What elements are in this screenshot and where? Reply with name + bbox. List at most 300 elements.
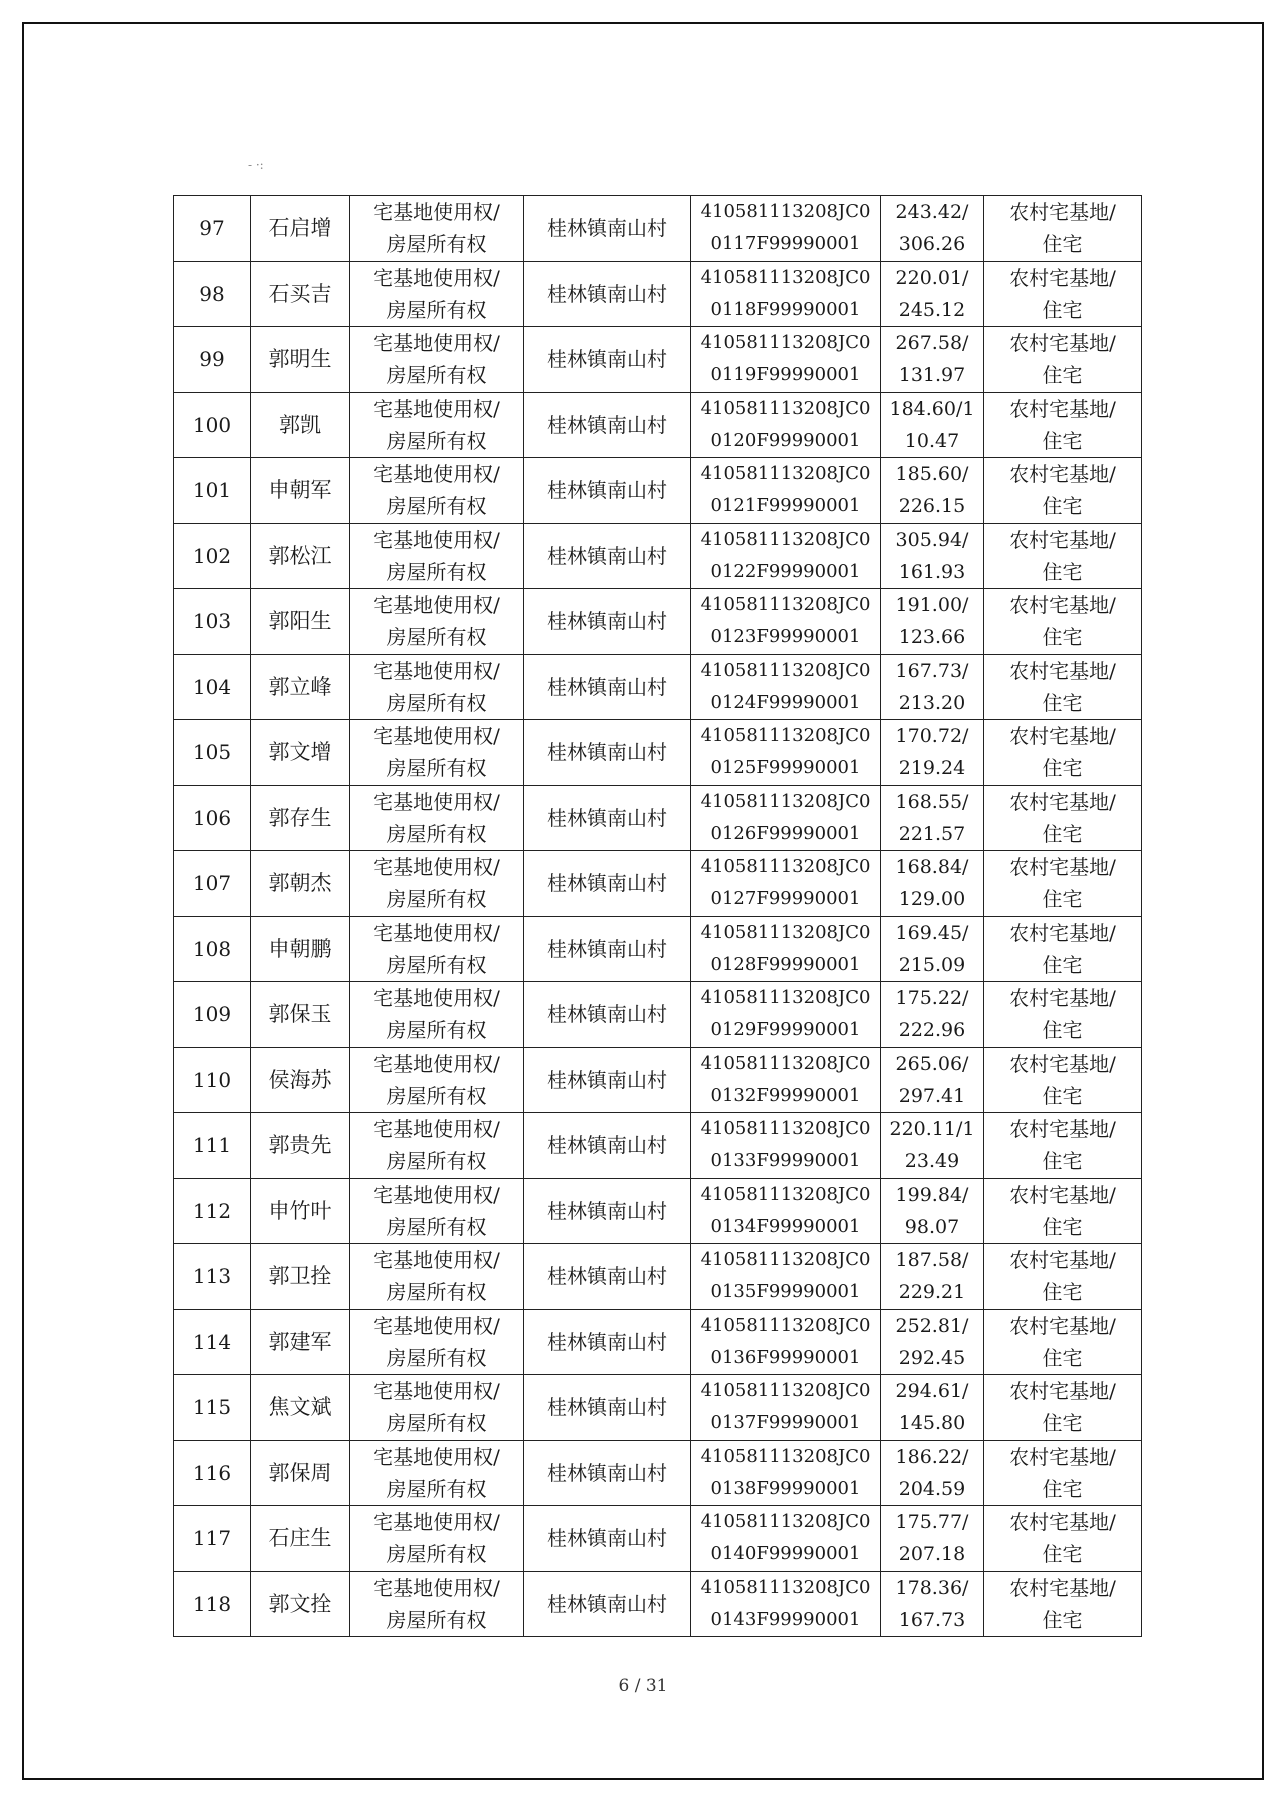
unit-code-line: 0124F99990001 [710,691,861,713]
seq-cell: 103 [174,589,251,655]
area-line: 175.77/ [895,1511,969,1534]
right-type-line: 宅基地使用权/ [373,1313,500,1338]
unit-code-line: 410581113208JC0 [700,790,871,812]
seq-cell: 104 [174,654,251,720]
right-type-line: 宅基地使用权/ [373,1510,500,1535]
right-type-cell [350,1440,524,1506]
seq-cell: 111 [174,1113,251,1179]
use-type-line: 住宅 [1042,1149,1083,1174]
right-type-line: 房屋所有权 [386,1018,487,1043]
area-line: 243.42/ [895,201,969,224]
owner-name-cell: 郭文拴 [251,1571,350,1637]
unit-code-line: 410581113208JC0 [700,1511,871,1533]
right-type-cell [350,851,524,917]
area-line: 213.20 [898,691,966,714]
right-type-cell [350,458,524,524]
area-line: 98.07 [904,1215,960,1238]
use-type-line: 农村宅基地/ [1009,462,1116,487]
owner-name-cell: 郭建军 [251,1309,350,1375]
use-type-line: 农村宅基地/ [1009,1117,1116,1142]
unit-code-cell [691,1309,881,1375]
owner-name-cell: 郭朝杰 [251,851,350,917]
use-type-line: 住宅 [1042,1607,1083,1632]
unit-code-line: 0126F99990001 [710,822,861,844]
area-cell [881,1113,984,1179]
seq-cell: 97 [174,196,251,262]
right-type-cell [350,589,524,655]
location-cell: 桂林镇南山村 [524,851,691,917]
area-line: 185.60/ [895,463,969,486]
area-line: 305.94/ [895,528,969,551]
area-line: 123.66 [898,626,966,649]
unit-code-cell [691,1178,881,1244]
right-type-line: 宅基地使用权/ [373,265,500,290]
use-type-cell [984,523,1142,589]
unit-code-line: 410581113208JC0 [700,856,871,878]
unit-code-line: 0140F99990001 [710,1543,861,1565]
unit-code-cell [691,785,881,851]
area-line: 191.00/ [895,594,969,617]
use-type-line: 农村宅基地/ [1009,855,1116,880]
unit-code-line: 410581113208JC0 [700,659,871,681]
unit-code-cell [691,1375,881,1441]
location-cell: 桂林镇南山村 [524,589,691,655]
seq-cell: 112 [174,1178,251,1244]
use-type-line: 住宅 [1042,494,1083,519]
right-type-line: 宅基地使用权/ [373,1248,500,1273]
use-type-line: 农村宅基地/ [1009,331,1116,356]
area-cell [881,982,984,1048]
unit-code-line: 410581113208JC0 [700,266,871,288]
seq-cell: 105 [174,720,251,786]
location-cell: 桂林镇南山村 [524,785,691,851]
table-row [174,523,1142,589]
area-line: 131.97 [898,364,966,387]
use-type-line: 农村宅基地/ [1009,920,1116,945]
right-type-cell [350,1375,524,1441]
use-type-line: 农村宅基地/ [1009,1051,1116,1076]
unit-code-line: 410581113208JC0 [700,463,871,485]
location-cell: 桂林镇南山村 [524,523,691,589]
use-type-line: 农村宅基地/ [1009,1313,1116,1338]
area-cell [881,196,984,262]
use-type-cell [984,851,1142,917]
area-cell [881,1375,984,1441]
right-type-line: 房屋所有权 [386,1542,487,1567]
use-type-cell [984,654,1142,720]
use-type-cell [984,196,1142,262]
use-type-cell [984,1375,1142,1441]
use-type-cell [984,327,1142,393]
use-type-cell [984,1047,1142,1113]
table-row [174,458,1142,524]
use-type-cell [984,916,1142,982]
right-type-line: 房屋所有权 [386,1607,487,1632]
unit-code-cell [691,589,881,655]
area-line: 294.61/ [895,1380,969,1403]
unit-code-line: 410581113208JC0 [700,1380,871,1402]
right-type-line: 宅基地使用权/ [373,593,500,618]
unit-code-line: 410581113208JC0 [700,397,871,419]
use-type-line: 住宅 [1042,1018,1083,1043]
right-type-line: 房屋所有权 [386,690,487,715]
area-line: 222.96 [898,1019,966,1042]
unit-code-line: 0121F99990001 [710,495,861,517]
location-cell: 桂林镇南山村 [524,1571,691,1637]
right-type-line: 房屋所有权 [386,559,487,584]
location-cell: 桂林镇南山村 [524,1113,691,1179]
unit-code-line: 0135F99990001 [710,1281,861,1303]
area-line: 169.45/ [895,921,969,944]
unit-code-line: 410581113208JC0 [700,725,871,747]
use-type-line: 住宅 [1042,1214,1083,1239]
use-type-line: 农村宅基地/ [1009,1575,1116,1600]
use-type-line: 农村宅基地/ [1009,1379,1116,1404]
table-row [174,327,1142,393]
unit-code-cell [691,1244,881,1310]
owner-name-cell: 申竹叶 [251,1178,350,1244]
use-type-cell [984,458,1142,524]
use-type-line: 农村宅基地/ [1009,658,1116,683]
unit-code-cell [691,1506,881,1572]
unit-code-line: 410581113208JC0 [700,1445,871,1467]
right-type-line: 宅基地使用权/ [373,396,500,421]
page-number: 6 / 31 [618,1676,668,1696]
seq-cell: 110 [174,1047,251,1113]
unit-code-cell [691,1047,881,1113]
owner-name-cell: 石买吉 [251,261,350,327]
area-line: 178.36/ [895,1576,969,1599]
table-row [174,851,1142,917]
area-line: 167.73 [898,1608,966,1631]
use-type-line: 农村宅基地/ [1009,200,1116,225]
unit-code-cell [691,1113,881,1179]
use-type-line: 住宅 [1042,887,1083,912]
unit-code-line: 0122F99990001 [710,560,861,582]
owner-name-cell: 郭贵先 [251,1113,350,1179]
area-cell [881,1047,984,1113]
use-type-cell [984,261,1142,327]
owner-name-cell: 郭阳生 [251,589,350,655]
right-type-line: 房屋所有权 [386,1083,487,1108]
right-type-line: 宅基地使用权/ [373,527,500,552]
area-line: 175.22/ [895,987,969,1010]
unit-code-line: 410581113208JC0 [700,921,871,943]
unit-code-line: 410581113208JC0 [700,987,871,1009]
seq-cell: 115 [174,1375,251,1441]
seq-cell: 98 [174,261,251,327]
unit-code-line: 410581113208JC0 [700,201,871,223]
right-type-cell [350,785,524,851]
area-line: 145.80 [898,1412,966,1435]
use-type-line: 住宅 [1042,1411,1083,1436]
location-cell: 桂林镇南山村 [524,1244,691,1310]
owner-name-cell: 郭存生 [251,785,350,851]
unit-code-line: 0125F99990001 [710,757,861,779]
right-type-line: 房屋所有权 [386,952,487,977]
right-type-line: 房屋所有权 [386,1280,487,1305]
right-type-cell [350,392,524,458]
area-line: 170.72/ [895,725,969,748]
right-type-line: 房屋所有权 [386,363,487,388]
area-line: 219.24 [898,757,966,780]
right-type-cell [350,1113,524,1179]
location-cell: 桂林镇南山村 [524,1309,691,1375]
right-type-line: 宅基地使用权/ [373,658,500,683]
location-cell: 桂林镇南山村 [524,327,691,393]
owner-name-cell: 申朝鹏 [251,916,350,982]
right-type-line: 房屋所有权 [386,887,487,912]
owner-name-cell: 郭保周 [251,1440,350,1506]
unit-code-line: 410581113208JC0 [700,1118,871,1140]
unit-code-line: 0118F99990001 [710,298,861,320]
location-cell: 桂林镇南山村 [524,654,691,720]
use-type-line: 住宅 [1042,1083,1083,1108]
location-cell: 桂林镇南山村 [524,458,691,524]
unit-code-line: 410581113208JC0 [700,1183,871,1205]
unit-code-line: 0127F99990001 [710,888,861,910]
unit-code-cell [691,327,881,393]
right-type-line: 房屋所有权 [386,1149,487,1174]
area-cell [881,392,984,458]
unit-code-cell [691,916,881,982]
right-type-line: 宅基地使用权/ [373,920,500,945]
area-line: 161.93 [898,560,966,583]
unit-code-cell [691,654,881,720]
right-type-line: 房屋所有权 [386,1476,487,1501]
right-type-line: 房屋所有权 [386,494,487,519]
right-type-line: 宅基地使用权/ [373,855,500,880]
seq-cell: 117 [174,1506,251,1572]
area-line: 221.57 [898,822,966,845]
use-type-line: 农村宅基地/ [1009,396,1116,421]
area-line: 245.12 [898,298,966,321]
right-type-line: 房屋所有权 [386,1411,487,1436]
area-cell [881,1178,984,1244]
unit-code-line: 0143F99990001 [710,1608,861,1630]
area-cell [881,523,984,589]
area-line: 297.41 [898,1084,966,1107]
unit-code-line: 410581113208JC0 [700,1576,871,1598]
area-line: 186.22/ [895,1445,969,1468]
seq-cell: 101 [174,458,251,524]
unit-code-line: 0132F99990001 [710,1084,861,1106]
area-line: 226.15 [898,495,966,518]
use-type-line: 住宅 [1042,428,1083,453]
unit-code-line: 0137F99990001 [710,1412,861,1434]
table-row [174,1113,1142,1179]
area-line: 220.01/ [895,266,969,289]
right-type-cell [350,1309,524,1375]
scan-speck: - ·: [248,158,264,172]
unit-code-line: 0136F99990001 [710,1346,861,1368]
area-line: 267.58/ [895,332,969,355]
unit-code-cell [691,720,881,786]
right-type-line: 宅基地使用权/ [373,462,500,487]
location-cell: 桂林镇南山村 [524,196,691,262]
right-type-cell [350,1047,524,1113]
use-type-line: 住宅 [1042,821,1083,846]
table-row [174,654,1142,720]
area-cell [881,851,984,917]
location-cell: 桂林镇南山村 [524,916,691,982]
use-type-cell [984,720,1142,786]
area-cell [881,654,984,720]
unit-code-line: 0117F99990001 [710,233,861,255]
seq-cell: 108 [174,916,251,982]
area-cell [881,261,984,327]
use-type-cell [984,589,1142,655]
use-type-line: 住宅 [1042,297,1083,322]
use-type-cell [984,1113,1142,1179]
right-type-cell [350,1178,524,1244]
table-row [174,720,1142,786]
unit-code-cell [691,1440,881,1506]
unit-code-line: 0120F99990001 [710,429,861,451]
owner-name-cell: 侯海苏 [251,1047,350,1113]
use-type-cell [984,785,1142,851]
right-type-cell [350,654,524,720]
unit-code-cell [691,982,881,1048]
use-type-cell [984,1440,1142,1506]
use-type-cell [984,1571,1142,1637]
right-type-line: 房屋所有权 [386,1345,487,1370]
unit-code-cell [691,1571,881,1637]
area-cell [881,1440,984,1506]
right-type-line: 房屋所有权 [386,1214,487,1239]
location-cell: 桂林镇南山村 [524,261,691,327]
seq-cell: 107 [174,851,251,917]
use-type-line: 农村宅基地/ [1009,986,1116,1011]
unit-code-line: 0129F99990001 [710,1019,861,1041]
area-cell [881,1309,984,1375]
right-type-line: 宅基地使用权/ [373,986,500,1011]
right-type-cell [350,523,524,589]
owner-name-cell: 郭明生 [251,327,350,393]
use-type-line: 农村宅基地/ [1009,265,1116,290]
area-line: 252.81/ [895,1314,969,1337]
right-type-cell [350,916,524,982]
use-type-line: 住宅 [1042,559,1083,584]
owner-name-cell: 焦文斌 [251,1375,350,1441]
area-line: 10.47 [904,429,960,452]
seq-cell: 116 [174,1440,251,1506]
area-line: 207.18 [898,1543,966,1566]
area-line: 168.84/ [895,856,969,879]
table-row [174,1178,1142,1244]
area-line: 129.00 [898,888,966,911]
seq-cell: 113 [174,1244,251,1310]
unit-code-line: 410581113208JC0 [700,1314,871,1336]
use-type-line: 住宅 [1042,1280,1083,1305]
unit-code-cell [691,851,881,917]
use-type-cell [984,392,1142,458]
table-row [174,1440,1142,1506]
area-line: 199.84/ [895,1183,969,1206]
area-cell [881,720,984,786]
table-row [174,916,1142,982]
right-type-line: 宅基地使用权/ [373,1182,500,1207]
area-line: 292.45 [898,1346,966,1369]
right-type-line: 宅基地使用权/ [373,724,500,749]
area-cell [881,327,984,393]
right-type-line: 房屋所有权 [386,297,487,322]
seq-cell: 100 [174,392,251,458]
owner-name-cell: 申朝军 [251,458,350,524]
use-type-line: 住宅 [1042,363,1083,388]
use-type-cell [984,1244,1142,1310]
area-line: 229.21 [898,1281,966,1304]
table-row [174,1375,1142,1441]
use-type-cell [984,1178,1142,1244]
location-cell: 桂林镇南山村 [524,1047,691,1113]
owner-name-cell: 郭文增 [251,720,350,786]
use-type-line: 住宅 [1042,232,1083,257]
unit-code-line: 0123F99990001 [710,626,861,648]
area-cell [881,785,984,851]
area-line: 204.59 [898,1477,966,1500]
use-type-line: 住宅 [1042,952,1083,977]
use-type-line: 住宅 [1042,1542,1083,1567]
table-row [174,589,1142,655]
use-type-line: 农村宅基地/ [1009,789,1116,814]
use-type-line: 农村宅基地/ [1009,527,1116,552]
right-type-line: 宅基地使用权/ [373,789,500,814]
seq-cell: 99 [174,327,251,393]
unit-code-cell [691,261,881,327]
owner-name-cell: 郭立峰 [251,654,350,720]
unit-code-cell [691,458,881,524]
table-row [174,392,1142,458]
right-type-cell [350,261,524,327]
area-line: 23.49 [904,1150,960,1173]
area-line: 184.60/1 [889,397,975,420]
right-type-cell [350,720,524,786]
owner-name-cell: 郭卫拴 [251,1244,350,1310]
owner-name-cell: 郭凯 [251,392,350,458]
area-line: 265.06/ [895,1052,969,1075]
use-type-line: 住宅 [1042,1345,1083,1370]
owner-name-cell: 郭松江 [251,523,350,589]
right-type-cell [350,1244,524,1310]
use-type-cell [984,1309,1142,1375]
table-row [174,1047,1142,1113]
use-type-line: 农村宅基地/ [1009,1182,1116,1207]
right-type-line: 宅基地使用权/ [373,1051,500,1076]
use-type-line: 住宅 [1042,1476,1083,1501]
table-row [174,1244,1142,1310]
right-type-line: 宅基地使用权/ [373,1117,500,1142]
area-line: 215.09 [898,953,966,976]
unit-code-line: 0138F99990001 [710,1477,861,1499]
seq-cell: 109 [174,982,251,1048]
use-type-line: 住宅 [1042,625,1083,650]
unit-code-line: 410581113208JC0 [700,332,871,354]
unit-code-line: 410581113208JC0 [700,594,871,616]
location-cell: 桂林镇南山村 [524,720,691,786]
unit-code-line: 0119F99990001 [710,364,861,386]
right-type-line: 宅基地使用权/ [373,331,500,356]
right-type-line: 房屋所有权 [386,821,487,846]
use-type-line: 住宅 [1042,756,1083,781]
unit-code-cell [691,392,881,458]
owner-name-cell: 石启增 [251,196,350,262]
area-line: 168.55/ [895,790,969,813]
location-cell: 桂林镇南山村 [524,392,691,458]
location-cell: 桂林镇南山村 [524,1506,691,1572]
right-type-cell [350,327,524,393]
right-type-cell [350,1571,524,1637]
